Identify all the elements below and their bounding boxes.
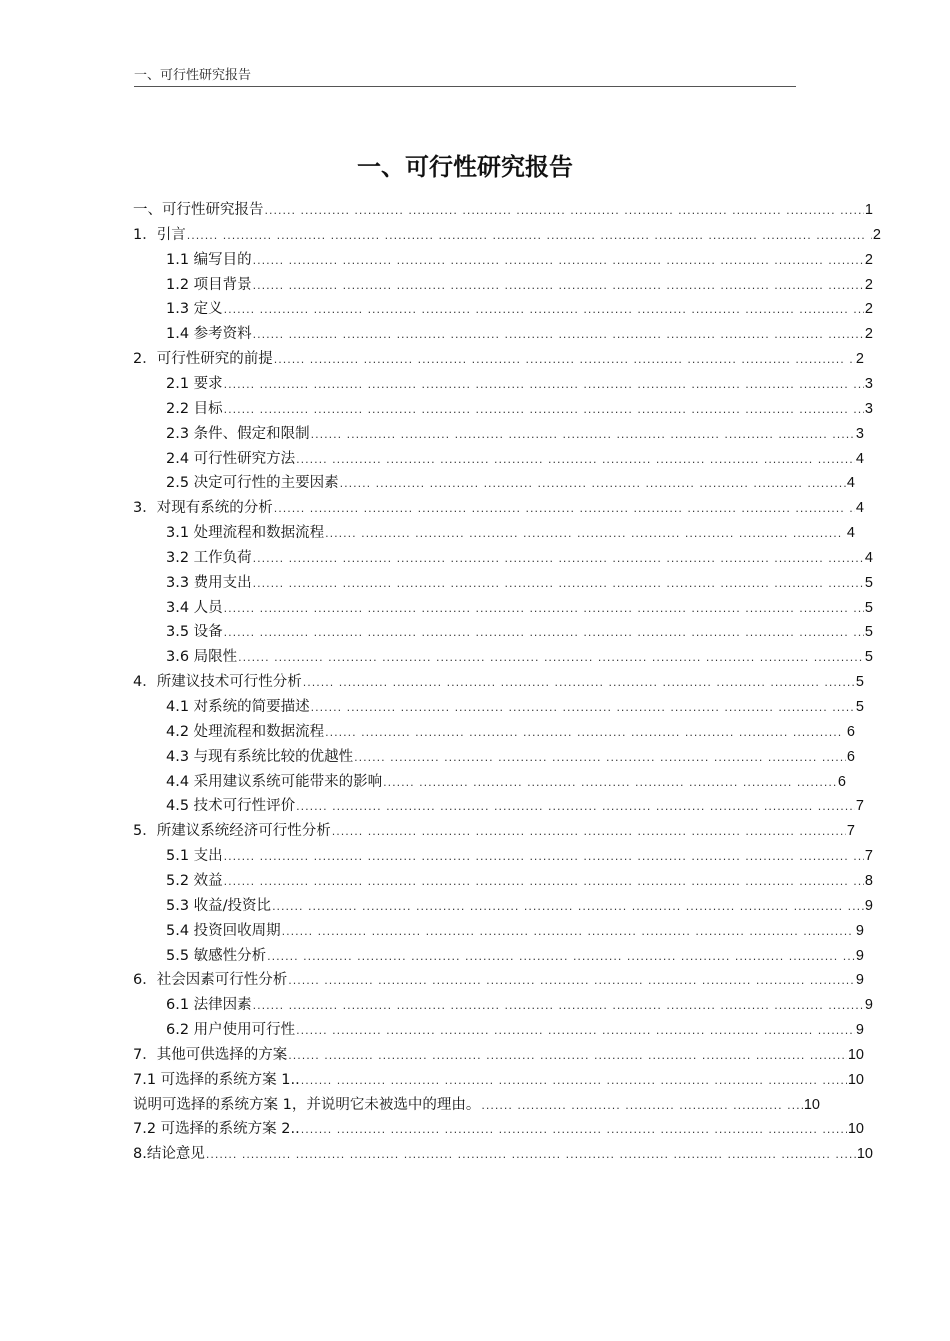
toc-page-number: 4 bbox=[846, 525, 855, 542]
toc-dot-leader bbox=[253, 572, 864, 596]
toc-entry[interactable] bbox=[166, 521, 855, 545]
toc-entry[interactable] bbox=[133, 968, 864, 992]
toc-page-number: 4 bbox=[855, 500, 864, 517]
toc-entry-label: 1.1 编写目的 bbox=[166, 251, 252, 268]
toc-entry-label: 3.2 工作负荷 bbox=[166, 549, 252, 566]
toc-page-number: 10 bbox=[856, 1146, 873, 1163]
toc-page-number: 6 bbox=[846, 748, 855, 765]
toc-entry-label: 说明可选择的系统方案 1，并说明它未被选中的理由。 bbox=[133, 1096, 481, 1113]
toc-entry[interactable] bbox=[166, 596, 873, 620]
toc-entry-label: 2.3 条件、假定和限制 bbox=[166, 425, 310, 442]
toc-page-number: 9 bbox=[855, 922, 864, 939]
toc-page-number: 5 bbox=[864, 599, 873, 616]
toc-entry-label: 1．引言 bbox=[133, 226, 186, 243]
toc-dot-leader bbox=[354, 746, 846, 770]
toc-page-number: 6 bbox=[837, 773, 846, 790]
toc-entry[interactable] bbox=[133, 223, 881, 247]
toc-page-number: 2 bbox=[864, 326, 873, 343]
toc-entry[interactable] bbox=[166, 447, 864, 471]
toc-entry-label: 7.2 可选择的系统方案 2.. bbox=[133, 1121, 300, 1138]
toc-entry-label: 3．对现有系统的分析 bbox=[133, 500, 273, 517]
toc-entry[interactable] bbox=[166, 1018, 864, 1042]
toc-entry-label: 3.5 设备 bbox=[166, 624, 223, 641]
toc-entry-label: 6.1 法律因素 bbox=[166, 997, 252, 1014]
toc-entry[interactable] bbox=[166, 645, 873, 669]
toc-dot-leader bbox=[296, 448, 855, 472]
toc-dot-leader bbox=[303, 671, 855, 695]
toc-dot-leader bbox=[265, 199, 864, 223]
toc-entry-label: 6.2 用户使用可行性 bbox=[166, 1022, 296, 1039]
toc-entry[interactable] bbox=[133, 1043, 864, 1067]
toc-dot-leader bbox=[301, 1069, 847, 1093]
toc-entry-label: 4.3 与现有系统比较的优越性 bbox=[166, 748, 354, 765]
toc-page-number: 4 bbox=[864, 549, 873, 566]
toc-dot-leader bbox=[253, 994, 864, 1018]
toc-page-number: 9 bbox=[855, 1022, 864, 1039]
toc-dot-leader bbox=[224, 621, 864, 645]
toc-dot-leader bbox=[253, 249, 864, 273]
toc-dot-leader bbox=[332, 820, 846, 844]
toc-entry[interactable] bbox=[166, 248, 873, 272]
toc-entry[interactable] bbox=[133, 496, 864, 520]
toc-entry-label: 4.4 采用建议系统可能带来的影响 bbox=[166, 773, 383, 790]
toc-entry-label: 3.3 费用支出 bbox=[166, 574, 252, 591]
toc-page-number: 5 bbox=[864, 624, 873, 641]
toc-entry-label: 一、可行性研究报告 bbox=[133, 202, 264, 218]
toc-page-number: 2 bbox=[864, 301, 873, 318]
toc-dot-leader bbox=[253, 547, 864, 571]
toc-dot-leader bbox=[187, 224, 872, 248]
toc-entry-label: 2.4 可行性研究方法 bbox=[166, 450, 296, 467]
toc-entry-label: 5.2 效益 bbox=[166, 872, 223, 889]
toc-page-number: 5 bbox=[864, 574, 873, 591]
toc-entry[interactable] bbox=[166, 770, 846, 794]
toc-dot-leader bbox=[224, 870, 864, 894]
toc-entry-label: 4.5 技术可行性评价 bbox=[166, 798, 296, 815]
toc-entry-label: 4.1 对系统的简要描述 bbox=[166, 699, 310, 715]
toc-entry[interactable] bbox=[166, 471, 855, 495]
toc-dot-leader bbox=[288, 1044, 847, 1068]
toc-entry-label: 5．所建议系统经济可行性分析 bbox=[133, 823, 331, 840]
toc-page-number: 10 bbox=[803, 1096, 820, 1113]
toc-dot-leader bbox=[238, 646, 864, 670]
document-title: 一、可行性研究报告 bbox=[357, 153, 573, 181]
page-header bbox=[134, 66, 796, 87]
toc-entry[interactable] bbox=[133, 1093, 820, 1117]
toc-page-number: 10 bbox=[847, 1071, 864, 1088]
toc-page-number: 9 bbox=[864, 997, 873, 1014]
toc-page-number: 2 bbox=[864, 276, 873, 293]
toc-page-number: 9 bbox=[855, 947, 864, 964]
toc-dot-leader bbox=[383, 771, 837, 795]
toc-entry[interactable] bbox=[133, 347, 864, 371]
toc-entry[interactable] bbox=[166, 397, 873, 421]
toc-entry[interactable] bbox=[166, 794, 864, 818]
toc-dot-leader bbox=[325, 522, 846, 546]
toc-page-number: 10 bbox=[847, 1121, 864, 1138]
toc-entry[interactable] bbox=[166, 322, 873, 346]
toc-entry[interactable] bbox=[166, 919, 864, 943]
toc-dot-leader bbox=[296, 1019, 855, 1043]
toc-page-number: 5 bbox=[855, 699, 864, 715]
toc-entry[interactable] bbox=[166, 297, 873, 321]
toc-entry-label: 5.4 投资回收周期 bbox=[166, 922, 281, 939]
toc-entry-label: 4．所建议技术可行性分析 bbox=[133, 674, 302, 691]
toc-page-number: 3 bbox=[864, 375, 873, 392]
toc-dot-leader bbox=[311, 696, 855, 720]
toc-entry-label: 2.1 要求 bbox=[166, 375, 223, 392]
toc-entry[interactable] bbox=[166, 695, 864, 719]
toc-page-number: 7 bbox=[846, 823, 855, 840]
toc-dot-leader bbox=[224, 845, 864, 869]
toc-page-number: 9 bbox=[855, 972, 864, 989]
toc-entry[interactable] bbox=[166, 944, 864, 968]
toc-page-number: 5 bbox=[864, 649, 873, 666]
toc-dot-leader bbox=[296, 795, 855, 819]
toc-entry-label: 6．社会因素可行性分析 bbox=[133, 972, 288, 989]
toc-entry-label: 2.5 决定可行性的主要因素 bbox=[166, 475, 339, 492]
toc-dot-leader bbox=[282, 920, 855, 944]
toc-page-number: 5 bbox=[855, 674, 864, 691]
toc-dot-leader bbox=[274, 348, 855, 372]
toc-entry[interactable] bbox=[166, 571, 873, 595]
toc-entry[interactable] bbox=[133, 1117, 864, 1141]
toc-entry-label: 1.3 定义 bbox=[166, 301, 223, 318]
toc-dot-leader bbox=[272, 895, 864, 919]
toc-page-number: 2 bbox=[855, 351, 864, 368]
toc-page-number: 8 bbox=[864, 872, 873, 889]
toc-entry[interactable] bbox=[166, 745, 855, 769]
toc-entry[interactable] bbox=[166, 720, 855, 744]
toc-entry-label: 3.4 人员 bbox=[166, 599, 223, 616]
toc-entry-label: 1.2 项目背景 bbox=[166, 276, 252, 293]
toc-page-number: 4 bbox=[855, 450, 864, 467]
toc-entry[interactable] bbox=[133, 198, 873, 222]
toc-dot-leader bbox=[274, 497, 855, 521]
toc-entry-label: 8.结论意见 bbox=[133, 1146, 205, 1163]
toc-entry[interactable] bbox=[166, 546, 873, 570]
toc-entry[interactable] bbox=[133, 819, 855, 843]
toc-entry[interactable] bbox=[166, 844, 873, 868]
toc-page-number: 6 bbox=[846, 723, 855, 740]
toc-dot-leader bbox=[267, 945, 855, 969]
toc-dot-leader bbox=[206, 1143, 856, 1167]
toc-page-number: 4 bbox=[846, 475, 855, 492]
toc-dot-leader bbox=[253, 323, 864, 347]
toc-entry-label: 5.5 敏感性分析 bbox=[166, 947, 267, 964]
toc-dot-leader bbox=[481, 1094, 803, 1118]
toc-page-number: 9 bbox=[864, 897, 873, 914]
toc-entry[interactable] bbox=[133, 1142, 873, 1166]
toc-entry[interactable] bbox=[166, 894, 873, 918]
toc-dot-leader bbox=[325, 721, 846, 745]
toc-entry[interactable] bbox=[166, 273, 873, 297]
toc-dot-leader bbox=[253, 274, 864, 298]
toc-dot-leader bbox=[224, 373, 864, 397]
toc-entry-label: 5.3 收益/投资比 bbox=[166, 897, 272, 914]
toc-entry-label: 7.1 可选择的系统方案 1.. bbox=[133, 1071, 300, 1088]
toc-entry[interactable] bbox=[133, 670, 864, 694]
toc-entry-label: 4.2 处理流程和数据流程 bbox=[166, 723, 325, 740]
toc-entry[interactable] bbox=[133, 1068, 864, 1092]
toc-page-number: 2 bbox=[864, 251, 873, 268]
toc-dot-leader bbox=[288, 969, 855, 993]
toc-entry[interactable] bbox=[166, 993, 873, 1017]
toc-entry-label: 7．其他可供选择的方案 bbox=[133, 1046, 288, 1063]
toc-dot-leader bbox=[224, 398, 864, 422]
toc-page-number: 10 bbox=[847, 1046, 864, 1063]
toc-dot-leader bbox=[224, 298, 864, 322]
toc-entry-label: 1.4 参考资料 bbox=[166, 326, 252, 343]
toc-entry[interactable] bbox=[166, 869, 873, 893]
toc-page-number: 7 bbox=[864, 848, 873, 865]
toc-dot-leader bbox=[340, 472, 846, 496]
toc-entry-label: 2.2 目标 bbox=[166, 400, 223, 417]
toc-entry-label: 2．可行性研究的前提 bbox=[133, 351, 273, 368]
toc-dot-leader bbox=[301, 1118, 847, 1142]
running-title: 一、可行性研究报告 bbox=[134, 68, 252, 83]
toc-entry-label: 3.1 处理流程和数据流程 bbox=[166, 525, 325, 542]
toc-entry-label: 3.6 局限性 bbox=[166, 649, 238, 666]
toc-entry[interactable] bbox=[166, 372, 873, 396]
toc-entry[interactable] bbox=[166, 620, 873, 644]
toc-entry-label: 5.1 支出 bbox=[166, 848, 223, 865]
toc-page-number: 2 bbox=[872, 226, 881, 243]
toc-page-number: 3 bbox=[864, 400, 873, 417]
toc-page-number: 7 bbox=[855, 798, 864, 815]
toc-dot-leader bbox=[224, 597, 864, 621]
toc-dot-leader bbox=[311, 423, 855, 447]
toc-page-number: 3 bbox=[855, 425, 864, 442]
toc-entry[interactable] bbox=[166, 422, 864, 446]
toc-page-number: 1 bbox=[864, 202, 873, 218]
